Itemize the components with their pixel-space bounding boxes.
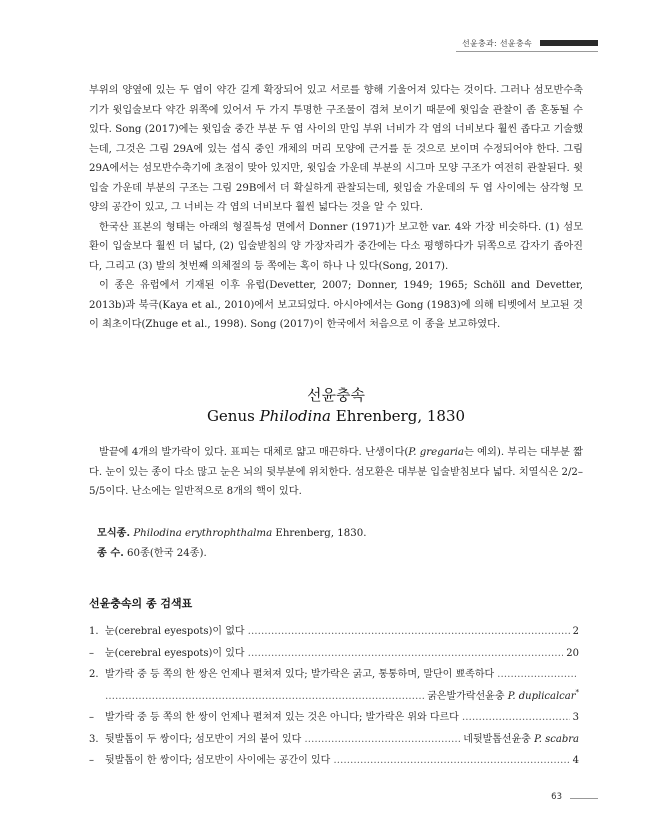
key-num: 3.: [89, 733, 99, 745]
key-num: 1.: [89, 626, 99, 637]
key-num: 2.: [89, 669, 99, 680]
key-dots: [304, 734, 460, 745]
key-result: 20: [566, 647, 579, 659]
paragraph: [89, 443, 583, 502]
key-result: 4: [572, 755, 579, 766]
page-number: 63: [551, 792, 562, 802]
type-species-author: Ehrenberg, 1830.: [272, 528, 367, 539]
key-dots: [248, 626, 570, 637]
type-species: [97, 524, 577, 544]
key-title: 선윤충속의 종 검색표: [89, 597, 193, 610]
genus-title-prefix: Genus: [206, 407, 260, 425]
species-key: [89, 622, 579, 773]
key-desc: 발가락 중 등 쪽의 한 쌍이 언제나 펼쳐져 있는 것은 아니다; 발가락은 위와 다르다: [105, 712, 459, 723]
desc-part1: 발끝에 4개의 발가락이 있다. 표피는 대체로 얇고 매끈하다. 난생이다(: [99, 447, 409, 458]
key-result-mark: *: [575, 688, 579, 697]
footer-rule: [570, 798, 598, 799]
paragraph: 이 종은 유럽에서 기재된 이후 유럽(Devetter, 2007; Donner, 1949; 1965; Schöll and Devetter, 2013b)과 북극(Kaya et al., 2010)에서 보고되었다. 아시아에서는 Gong (1983)에 의해 티벳에서 보고된 것이 최초이다(Zhuge et al., 1998). Song (2017)이 한국에서 처음으로 이 종을 보고하였다.: [89, 280, 583, 330]
key-num: –: [89, 712, 94, 723]
key-row: [89, 751, 579, 773]
paragraph: 부위의 양옆에 있는 두 엽이 약간 길게 확장되어 있고 서로를 향해 기울어져 있다는 것이다. 그러나 섬모반수축기가 윗입술보다 약간 위쪽에 있어서 두 가지 투명한 구조물이 겹쳐 보이기 때문에 윗입술 관찰이 좀 혼동될 수 있다. Song (2017)에는 윗입술 중간 부분 두 엽 사이의 만입 부위 너비가 각 엽의 너비보다 훨씬 좁다고 기술했는데, 그것은 그림 29A에 있는 섭식 중인 개체의 머리 모양에 근거를 둔 것으로 보이며 수정되어야 한다. 그림 29A에서는 섬모반수축기에 초점이 맞아 있지만, 윗입술 가운데 부분의 시그마 모양 구조가 여전히 관찰된다. 윗입술 가운데 부분의 구조는 그림 29B에서 더 확실하게 관찰되는데, 윗입술 가운데의 두 엽 사이에는 삼각형 모양의 공간이 있고, 그 너비는 각 엽의 너비보다 훨씬 넓다는 것을 알 수 있다.: [89, 85, 583, 213]
key-desc: 발가락 중 등 쪽의 한 쌍은 언제나 펼쳐져 있다; 발가락은 굵고, 통통하며, 말단이 뾰족하다: [105, 669, 495, 680]
key-result: [427, 687, 579, 702]
desc-part2: 는 예외). 부리는 대부분 짧다. 눈이 있는 종이 다소 많고 눈은 뇌의 뒷부분에 위치한다. 섬모환은 대부분 입술받침보다 넓다. 치열식은 2/2–5/5이다. 난소에는 일반적으로 8개의 핵이 있다.: [89, 447, 584, 497]
type-species-block: [97, 524, 577, 563]
running-title: 선윤충과: 선윤충속: [461, 38, 532, 48]
genus-title-en: [89, 405, 583, 427]
key-num: –: [89, 647, 94, 659]
genus-description: [89, 443, 583, 502]
key-row: [89, 665, 579, 687]
key-row: [89, 644, 579, 666]
key-result-ko: 네뒷발톱선윤충: [463, 733, 535, 745]
paragraph: 한국산 표본의 형태는 아래의 형질특성 면에서 Donner (1971)가 보고한 var. 4와 가장 비슷하다. (1) 섬모환이 입술보다 훨씬 더 넓다, (2) 입술받침의 양 가장자리가 중간에는 다소 평행하다가 뒤쪽으로 갑자기 좁아진다, 그리고 (3) 발의 첫번째 의체절의 등 쪽에는 혹이 하나 나 있다(Song, 2017).: [89, 221, 583, 272]
key-dots: [497, 669, 576, 680]
key-desc: 뒷발톱이 한 쌍이다; 섬모반이 사이에는 공간이 있다: [105, 755, 331, 766]
key-dots: [105, 691, 424, 702]
key-result-ko: 굵은발가락선윤충: [427, 690, 508, 702]
species-count-value: 60종(한국 24종).: [123, 547, 207, 559]
desc-italic: P. gregaria: [408, 447, 464, 458]
genus-title-suffix: Ehrenberg, 1830: [330, 407, 466, 425]
genus-title-ko: 선윤충속: [307, 386, 365, 404]
key-result: 2: [572, 626, 579, 637]
key-result: 3: [572, 712, 579, 723]
key-row: [89, 687, 579, 709]
key-result-sci: P. scabra: [534, 733, 579, 745]
header-rule: [456, 51, 598, 52]
running-header: [462, 37, 598, 49]
key-row: [89, 730, 579, 752]
genus-title-italic: Philodina: [259, 407, 331, 425]
species-count: [97, 544, 577, 564]
species-count-label: 종 수.: [97, 546, 124, 559]
key-desc: 눈(cerebral eyespots)이 없다: [105, 626, 245, 637]
key-desc: 눈(cerebral eyespots)이 있다: [105, 647, 245, 659]
key-result-sci: P. duplicalcar: [507, 690, 576, 702]
header-bar: [540, 40, 598, 46]
key-desc: 뒷발톱이 두 쌍이다; 섬모반이 거의 붙어 있다: [105, 733, 302, 745]
key-result: [463, 730, 579, 745]
type-species-name: Philodina erythrophthalma: [133, 528, 273, 539]
type-species-label: 모식종.: [97, 527, 131, 539]
key-dots: [462, 712, 570, 723]
key-row: [89, 708, 579, 730]
key-dots: [248, 648, 564, 659]
genus-heading: [89, 385, 583, 427]
top-body-text: [89, 81, 583, 335]
key-dots: [333, 755, 569, 766]
key-row: [89, 622, 579, 644]
key-num: –: [89, 755, 94, 766]
